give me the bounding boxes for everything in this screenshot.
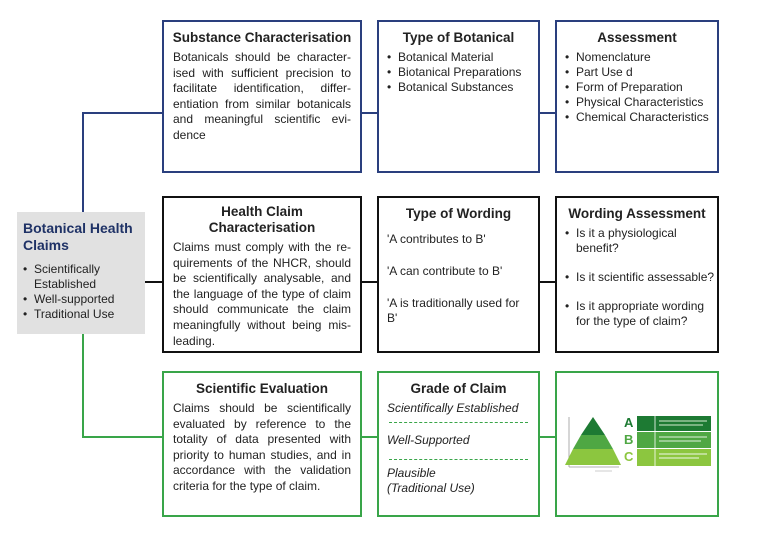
sidebar-botanical-health-claims bbox=[17, 212, 145, 334]
substance-characterisation-box bbox=[162, 20, 362, 173]
box-title: Grade of Claim bbox=[410, 381, 507, 396]
divider bbox=[389, 459, 528, 460]
connector-r3-b bbox=[540, 436, 555, 438]
connector-r1-a bbox=[362, 112, 377, 114]
list-item: • Is it appropriate wording for the type of claim? bbox=[565, 299, 717, 329]
type-of-botanical-box bbox=[377, 20, 540, 173]
box-title: Substance Characterisation bbox=[172, 30, 352, 45]
box-title: Wording Assessment bbox=[568, 206, 706, 221]
grade-item: Scientifically Established bbox=[387, 401, 519, 415]
sidebar-title: Botanical Health Claims bbox=[23, 220, 133, 253]
list-item: • Is it scientific assessable? bbox=[565, 270, 717, 285]
wording-option: 'A contributes to B' bbox=[387, 232, 486, 246]
connector-r3-a bbox=[362, 436, 377, 438]
box-text: Claims must comply with the re-quirements of the NHCR, should be scientifically analysable, and the language of the type of claim should communicate the claim meaningfully without being mis-leading. bbox=[173, 240, 351, 348]
box-title: Assessment bbox=[597, 30, 677, 45]
wording-option: 'A can contribute to B' bbox=[387, 264, 503, 278]
list-item: • Chemical Characteristics bbox=[565, 110, 717, 125]
grade-of-claim-box bbox=[377, 371, 540, 517]
divider bbox=[389, 422, 528, 423]
box-title: Scientific Evaluation bbox=[195, 381, 329, 396]
list-item: • Botanical Substances bbox=[387, 80, 538, 95]
list-item: • Form of Preparation bbox=[565, 80, 717, 95]
list-item: • Is it a physiological benefit? bbox=[565, 226, 717, 256]
box-title: Type of Botanical bbox=[402, 30, 515, 45]
grade-letter-c: C bbox=[624, 449, 634, 464]
list-item: • Botanical Material bbox=[387, 50, 538, 65]
health-claim-characterisation-box bbox=[162, 196, 362, 353]
connector-bottom-horizontal bbox=[82, 436, 162, 438]
list-item: • Part Use d bbox=[565, 65, 717, 80]
connector-r2-a bbox=[362, 281, 377, 283]
grade-letter-b: B bbox=[624, 432, 634, 447]
connector-top-horizontal bbox=[82, 112, 162, 114]
evidence-pyramid-thumbnail-box bbox=[555, 371, 719, 517]
box-title: Type of Wording bbox=[405, 206, 512, 221]
connector-middle-horizontal bbox=[145, 281, 162, 283]
box-text: Botanicals should be character-ised with sufficient precision to facilitate identification, differ-entiation from similar botanicals and meaningful scientific evi-dence bbox=[173, 50, 351, 142]
wording-assessment-box bbox=[555, 196, 719, 353]
assessment-box bbox=[555, 20, 719, 173]
type-of-wording-box bbox=[377, 196, 540, 353]
connector-r1-b bbox=[540, 112, 555, 114]
sidebar-item: • Traditional Use bbox=[23, 307, 145, 322]
list-item: • Biotanical Preparations bbox=[387, 65, 538, 80]
grade-letter-a: A bbox=[624, 415, 634, 430]
scientific-evaluation-box bbox=[162, 371, 362, 517]
sidebar-item: • Scientifically Established bbox=[23, 262, 145, 292]
box-title: Health Claim Characterisation bbox=[208, 204, 316, 235]
connector-bottom-vertical bbox=[82, 334, 84, 437]
evidence-pyramid-icon bbox=[557, 373, 717, 515]
list-item: • Physical Characteristics bbox=[565, 95, 717, 110]
connector-top-vertical bbox=[82, 112, 84, 212]
box-text: Claims should be scientifically evaluated by reference to the totality of data presented with priority to human studies, and in accordance with the validation criteria for the type of claim. bbox=[173, 401, 351, 493]
list-item: • Nomenclature bbox=[565, 50, 717, 65]
sidebar-item: • Well-supported bbox=[23, 292, 145, 307]
connector-r2-b bbox=[540, 281, 555, 283]
grade-item: Well-Supported bbox=[387, 433, 470, 447]
grade-item: Plausible (Traditional Use) bbox=[387, 466, 475, 495]
wording-option: 'A is traditionally used for B' bbox=[387, 296, 520, 325]
